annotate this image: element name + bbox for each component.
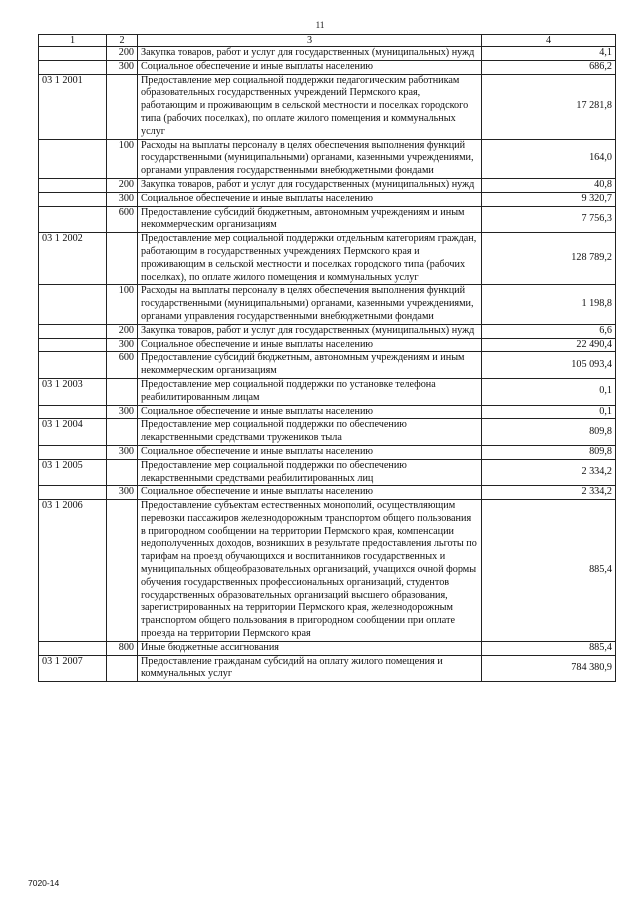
row-description: Иные бюджетные ассигнования: [138, 641, 482, 655]
row-description: Предоставление мер социальной поддержки по установке телефона реабилитированным лицам: [138, 378, 482, 405]
table-row: [39, 60, 616, 74]
row-amount: 17 281,8: [482, 74, 616, 139]
row-expense-type: 600: [107, 352, 138, 379]
row-amount: 0,1: [482, 378, 616, 405]
row-code: [39, 641, 107, 655]
row-expense-type: 600: [107, 206, 138, 233]
row-expense-type: 200: [107, 47, 138, 61]
row-amount: 2 334,2: [482, 459, 616, 486]
page-number: 11: [315, 20, 325, 30]
row-expense-type: [107, 378, 138, 405]
row-amount: 2 334,2: [482, 486, 616, 500]
row-description: Закупка товаров, работ и услуг для государственных (муниципальных) нужд: [138, 47, 482, 61]
row-amount: 1 198,8: [482, 285, 616, 324]
row-description: Закупка товаров, работ и услуг для государственных (муниципальных) нужд: [138, 178, 482, 192]
row-code: 03 1 2007: [39, 655, 107, 682]
column-header-2: 2: [107, 35, 138, 47]
table-header-row: [39, 35, 616, 47]
row-description: Предоставление мер социальной поддержки отдельным категориям граждан, работающим в государственных учреждениях Пермского края и проживающим в сельской местности и поселках городского типа (рабочих поселках), по оплате жилого помещения и коммунальных услуг: [138, 233, 482, 285]
table-row: [39, 352, 616, 379]
row-amount: 686,2: [482, 60, 616, 74]
row-amount: 9 320,7: [482, 192, 616, 206]
table-row: [39, 641, 616, 655]
row-expense-type: 300: [107, 338, 138, 352]
row-code: [39, 60, 107, 74]
row-code: [39, 206, 107, 233]
row-code: [39, 285, 107, 324]
column-header-4: 4: [482, 35, 616, 47]
row-amount: 4,1: [482, 47, 616, 61]
table-row: [39, 74, 616, 139]
row-amount: 22 490,4: [482, 338, 616, 352]
document-code: 7020-14: [28, 878, 60, 888]
row-code: 03 1 2002: [39, 233, 107, 285]
row-code: [39, 192, 107, 206]
table-row: [39, 459, 616, 486]
row-description: Социальное обеспечение и иные выплаты населению: [138, 445, 482, 459]
row-amount: 6,6: [482, 324, 616, 338]
row-amount: 885,4: [482, 641, 616, 655]
row-expense-type: 300: [107, 405, 138, 419]
row-expense-type: [107, 500, 138, 642]
table-row: [39, 139, 616, 178]
row-description: Социальное обеспечение и иные выплаты населению: [138, 60, 482, 74]
row-expense-type: 200: [107, 324, 138, 338]
row-expense-type: 300: [107, 486, 138, 500]
table-row: [39, 655, 616, 682]
table-row: [39, 47, 616, 61]
column-header-3: 3: [138, 35, 482, 47]
row-amount: 128 789,2: [482, 233, 616, 285]
row-code: [39, 445, 107, 459]
table-row: [39, 405, 616, 419]
row-expense-type: [107, 655, 138, 682]
row-code: [39, 405, 107, 419]
row-expense-type: [107, 74, 138, 139]
table-row: [39, 324, 616, 338]
row-description: Предоставление субъектам естественных монополий, осуществляющим перевозки пассажиров железнодорожным транспортом общего пользования в пригородном сообщении на территории Пермского края, компенсации недополученных доходов, возникших в результате предоставления льготы по тарифам на проезд обучающихся и воспитанников государственных и муниципальных общеобразовательных организаций, учащихся очной формы обучения государственных профессиональных организаций, студентов государственных образовательных организаций высшего образования, зарегистрированных на территории Пермского края, железнодорожным транспортом общего пользования в пригородном сообщении при оплате проезда на территории Пермского края: [138, 500, 482, 642]
row-description: Предоставление мер социальной поддержки педагогическим работникам образовательных государственных учреждений Пермского края, работающим и проживающим в сельской местности и поселках городского типа (рабочих поселках), по оплате жилого помещения и коммунальных услуг: [138, 74, 482, 139]
row-description: Закупка товаров, работ и услуг для государственных (муниципальных) нужд: [138, 324, 482, 338]
table-row: [39, 178, 616, 192]
row-code: [39, 352, 107, 379]
row-expense-type: 200: [107, 178, 138, 192]
row-description: Социальное обеспечение и иные выплаты населению: [138, 192, 482, 206]
row-amount: 809,8: [482, 445, 616, 459]
row-description: Предоставление субсидий бюджетным, автономным учреждениям и иным некоммерческим организациям: [138, 352, 482, 379]
row-amount: 7 756,3: [482, 206, 616, 233]
row-expense-type: 300: [107, 445, 138, 459]
row-description: Предоставление мер социальной поддержки по обеспечению лекарственными средствами тружеников тыла: [138, 419, 482, 446]
row-description: Расходы на выплаты персоналу в целях обеспечения выполнения функций государственными (муниципальными) органами, казенными учреждениями, органами управления государственными внебюджетными фондами: [138, 139, 482, 178]
row-code: 03 1 2005: [39, 459, 107, 486]
row-amount: 105 093,4: [482, 352, 616, 379]
row-description: Расходы на выплаты персоналу в целях обеспечения выполнения функций государственными (муниципальными) органами, казенными учреждениями, органами управления государственными внебюджетными фондами: [138, 285, 482, 324]
table-row: [39, 192, 616, 206]
table-row: [39, 285, 616, 324]
row-expense-type: 300: [107, 60, 138, 74]
row-expense-type: [107, 233, 138, 285]
budget-table: [38, 34, 616, 682]
row-code: [39, 486, 107, 500]
row-description: Предоставление гражданам субсидий на оплату жилого помещения и коммунальных услуг: [138, 655, 482, 682]
row-amount: 809,8: [482, 419, 616, 446]
row-code: [39, 139, 107, 178]
row-description: Социальное обеспечение и иные выплаты населению: [138, 486, 482, 500]
row-code: [39, 338, 107, 352]
row-code: 03 1 2004: [39, 419, 107, 446]
table-row: [39, 338, 616, 352]
row-amount: 40,8: [482, 178, 616, 192]
table-row: [39, 206, 616, 233]
row-code: [39, 324, 107, 338]
table-row: [39, 419, 616, 446]
row-description: Социальное обеспечение и иные выплаты населению: [138, 405, 482, 419]
row-description: Предоставление мер социальной поддержки по обеспечению лекарственными средствами реабилитированных лиц: [138, 459, 482, 486]
row-expense-type: [107, 419, 138, 446]
row-amount: 784 380,9: [482, 655, 616, 682]
row-description: Предоставление субсидий бюджетным, автономным учреждениям и иным некоммерческим организациям: [138, 206, 482, 233]
column-header-1: 1: [39, 35, 107, 47]
row-amount: 0,1: [482, 405, 616, 419]
row-expense-type: 100: [107, 285, 138, 324]
row-expense-type: 300: [107, 192, 138, 206]
row-description: Социальное обеспечение и иные выплаты населению: [138, 338, 482, 352]
row-expense-type: 800: [107, 641, 138, 655]
table-row: [39, 378, 616, 405]
row-expense-type: [107, 459, 138, 486]
table-row: [39, 445, 616, 459]
row-code: 03 1 2003: [39, 378, 107, 405]
table-row: [39, 500, 616, 642]
row-code: 03 1 2001: [39, 74, 107, 139]
row-expense-type: 100: [107, 139, 138, 178]
row-code: 03 1 2006: [39, 500, 107, 642]
row-code: [39, 178, 107, 192]
row-amount: 164,0: [482, 139, 616, 178]
budget-table-body: [39, 35, 616, 682]
table-row: [39, 486, 616, 500]
row-amount: 885,4: [482, 500, 616, 642]
table-row: [39, 233, 616, 285]
row-code: [39, 47, 107, 61]
